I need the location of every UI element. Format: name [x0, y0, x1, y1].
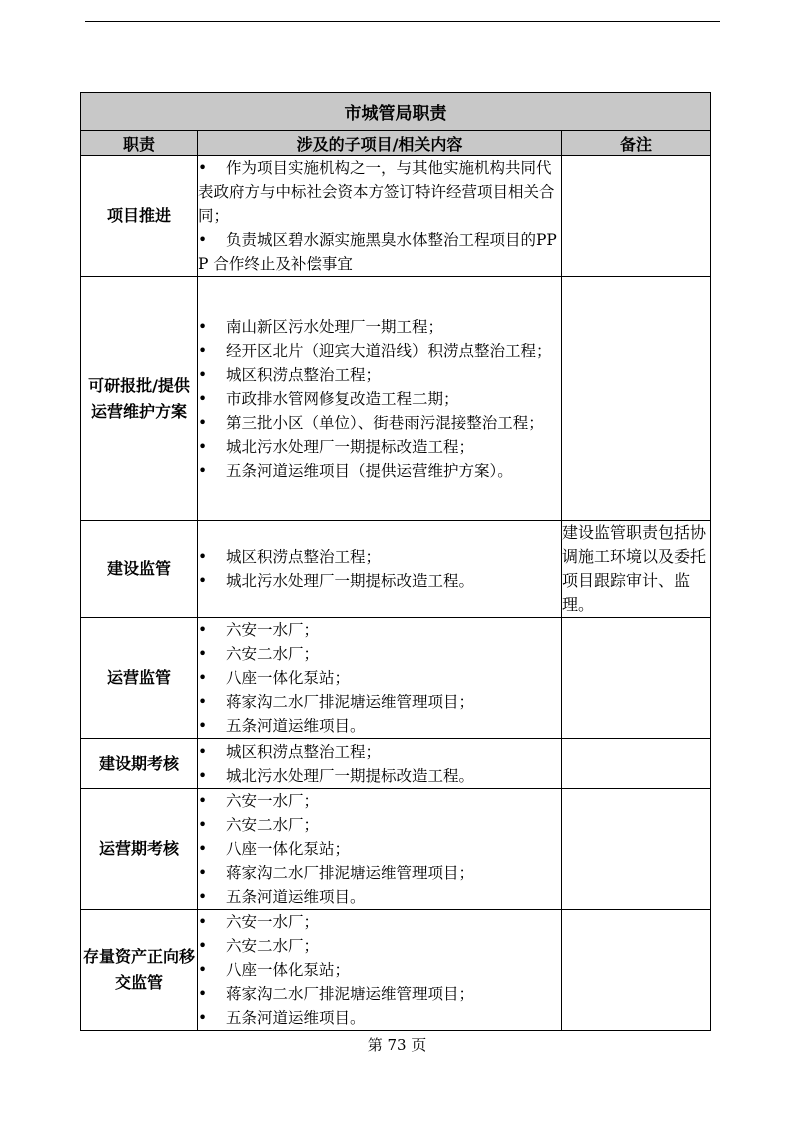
table-row [81, 277, 711, 521]
table-row [81, 739, 711, 789]
bullet-icon: • [198, 548, 208, 566]
bullet-icon: • [198, 341, 208, 360]
list-item [198, 910, 561, 934]
bullet-icon: • [198, 669, 208, 687]
list-item [198, 837, 561, 861]
bullet-icon: • [198, 840, 208, 858]
table-row [81, 910, 711, 1031]
list-item [198, 789, 561, 813]
content-cell [198, 618, 562, 739]
content-cell [198, 156, 562, 277]
item-list [198, 545, 561, 593]
item-list [198, 910, 561, 1030]
list-item-text: 六安一水厂； [226, 621, 320, 639]
list-item-text: 城北污水处理厂一期提标改造工程。 [226, 572, 475, 590]
list-item [198, 363, 561, 387]
duty-cell: 存量资产正向移交监管 [81, 910, 198, 1031]
note-cell [562, 156, 711, 277]
note-cell [562, 618, 711, 739]
list-item [198, 411, 561, 435]
table-row [81, 618, 711, 739]
list-item [198, 764, 561, 788]
list-item-text: 六安二水厂； [226, 645, 320, 663]
bullet-icon: • [198, 413, 208, 432]
list-item-text: 六安一水厂； [226, 913, 320, 931]
bullet-icon: • [198, 159, 208, 177]
item-list [198, 315, 561, 483]
list-item-text: 五条河道运维项目。 [226, 1009, 366, 1027]
page-number: 第 73 页 [367, 1036, 427, 1054]
list-item [198, 569, 561, 593]
list-item [198, 435, 561, 459]
content-cell [198, 521, 562, 618]
bullet-icon: • [198, 766, 208, 785]
bullet-icon: • [198, 961, 208, 979]
list-item-text: 城区积涝点整治工程； [226, 365, 382, 384]
item-list [198, 740, 561, 788]
list-item-text: 负责城区碧水源实施黑臭水体整治工程项目的PPP 合作终止及补偿事宜 [198, 231, 557, 273]
list-item [198, 740, 561, 764]
list-item-text: 城北污水处理厂一期提标改造工程。 [226, 766, 475, 785]
list-item [198, 315, 561, 339]
bullet-icon: • [198, 937, 208, 955]
bullet-icon: • [198, 864, 208, 882]
bullet-icon: • [198, 389, 208, 408]
list-item [198, 690, 561, 714]
list-item-text: 城北污水处理厂一期提标改造工程； [226, 437, 475, 456]
list-item-text: 南山新区污水处理厂一期工程； [226, 317, 444, 336]
list-item [198, 459, 561, 483]
list-item-text: 八座一体化泵站； [226, 961, 351, 979]
content-cell [198, 739, 562, 789]
bullet-icon: • [198, 621, 208, 639]
note-cell [562, 789, 711, 910]
table-row [81, 521, 711, 618]
list-item-text: 六安一水厂； [226, 792, 320, 810]
table-title: 市城管局职责 [81, 93, 711, 131]
list-item-text: 作为项目实施机构之一，与其他实施机构共同代表政府方与中标社会资本方签订特许经营项目相关合同； [198, 159, 555, 225]
bullet-icon: • [198, 461, 208, 480]
table-row [81, 156, 711, 277]
list-item-text: 蒋家沟二水厂排泥塘运维管理项目； [226, 693, 475, 711]
item-list [198, 156, 561, 276]
note-cell: 建设监管职责包括协调施工环境以及委托项目跟踪审计、监理。 [562, 521, 711, 618]
list-item [198, 813, 561, 837]
list-item-text: 蒋家沟二水厂排泥塘运维管理项目； [226, 985, 475, 1003]
list-item-text: 城区积涝点整治工程； [226, 742, 382, 761]
list-item-text: 八座一体化泵站； [226, 669, 351, 687]
note-cell [562, 739, 711, 789]
bullet-icon: • [198, 717, 208, 735]
list-item [198, 934, 561, 958]
bullet-icon: • [198, 888, 208, 906]
table-title-row [81, 93, 711, 131]
table-header-row [81, 131, 711, 156]
list-item-text: 六安二水厂； [226, 816, 320, 834]
list-item [198, 885, 561, 909]
table-row [81, 789, 711, 910]
bullet-icon: • [198, 742, 208, 761]
bullet-icon: • [198, 437, 208, 456]
item-list [198, 789, 561, 909]
list-item-text: 第三批小区（单位）、街巷雨污混接整治工程； [226, 413, 544, 432]
list-item-text: 五条河道运维项目（提供运营维护方案）。 [226, 461, 513, 480]
bullet-icon: • [198, 572, 208, 590]
list-item-text: 蒋家沟二水厂排泥塘运维管理项目； [226, 864, 475, 882]
list-item [198, 387, 561, 411]
list-item-text: 五条河道运维项目。 [226, 888, 366, 906]
bullet-icon: • [198, 645, 208, 663]
content-cell [198, 277, 562, 521]
list-item-text: 经开区北片（迎宾大道沿线）积涝点整治工程； [226, 341, 552, 360]
list-item-text: 市政排水管网修复改造工程二期； [226, 389, 459, 408]
bullet-icon: • [198, 231, 208, 249]
list-item-text: 城区积涝点整治工程； [226, 548, 382, 566]
list-item [198, 156, 561, 228]
content-cell [198, 910, 562, 1031]
list-item [198, 958, 561, 982]
list-item [198, 861, 561, 885]
list-item-text: 五条河道运维项目。 [226, 717, 366, 735]
list-item [198, 666, 561, 690]
bullet-icon: • [198, 1009, 208, 1027]
duty-cell: 建设期考核 [81, 739, 198, 789]
bullet-icon: • [198, 317, 208, 336]
duty-cell: 建设监管 [81, 521, 198, 618]
duty-cell: 项目推进 [81, 156, 198, 277]
list-item [198, 982, 561, 1006]
list-item [198, 642, 561, 666]
header-rule [85, 21, 720, 22]
list-item [198, 228, 561, 276]
duty-cell: 运营期考核 [81, 789, 198, 910]
bullet-icon: • [198, 792, 208, 810]
note-cell [562, 910, 711, 1031]
duty-cell: 运营监管 [81, 618, 198, 739]
column-header-note: 备注 [562, 131, 711, 156]
table-body [81, 156, 711, 1031]
list-item [198, 714, 561, 738]
bullet-icon: • [198, 365, 208, 384]
duty-table [80, 92, 711, 1031]
list-item [198, 545, 561, 569]
item-list [198, 618, 561, 738]
bullet-icon: • [198, 913, 208, 931]
list-item [198, 1006, 561, 1030]
list-item-text: 八座一体化泵站； [226, 840, 351, 858]
bullet-icon: • [198, 693, 208, 711]
column-header-content: 涉及的子项目/相关内容 [198, 131, 562, 156]
list-item [198, 618, 561, 642]
note-cell [562, 277, 711, 521]
content-cell [198, 789, 562, 910]
bullet-icon: • [198, 985, 208, 1003]
duty-cell: 可研报批/提供运营维护方案 [81, 277, 198, 521]
bullet-icon: • [198, 816, 208, 834]
list-item-text: 六安二水厂； [226, 937, 320, 955]
column-header-duty: 职责 [81, 131, 198, 156]
list-item [198, 339, 561, 363]
